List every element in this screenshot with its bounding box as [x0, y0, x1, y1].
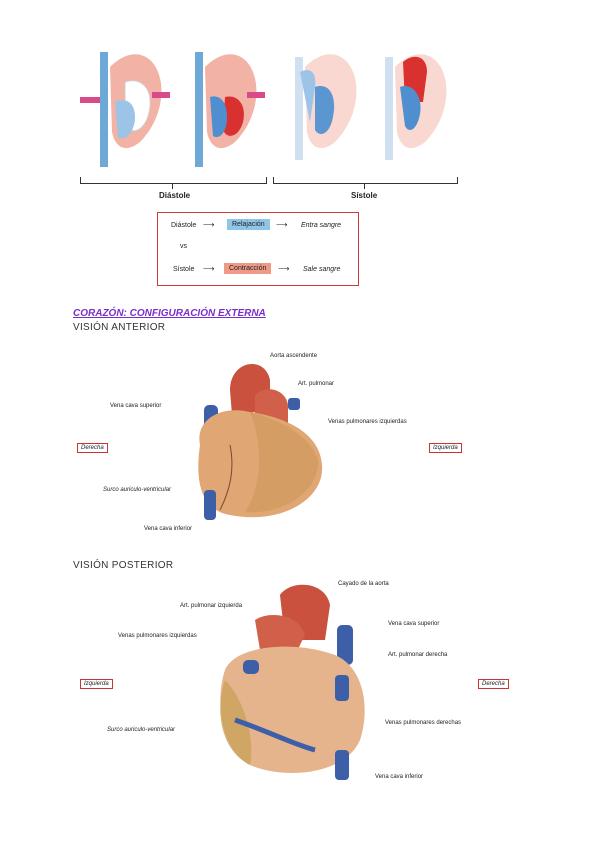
- label-art-pulmonar-derecha: Art. pulmonar derecha: [388, 652, 448, 658]
- row1-arrow-2: ⟶: [276, 220, 288, 229]
- systole-bracket: [273, 177, 458, 184]
- systole-label: Sístole: [351, 191, 378, 200]
- posterior-side-izquierda: Izquierda: [80, 679, 113, 689]
- label-art-pulmonar-izquierda: Art. pulmonar izquierda: [180, 603, 243, 609]
- posterior-side-derecha: Derecha: [478, 679, 509, 689]
- heart-diagram-2: [195, 52, 265, 167]
- label-surco-post: Surco auriculo-ventricular: [107, 727, 176, 733]
- row2-arrow-1: ⟶: [203, 264, 215, 273]
- heart-anterior-illustration: [170, 350, 340, 540]
- heart-diagram-3: [295, 54, 356, 160]
- anterior-side-izquierda: Izquierda: [429, 443, 462, 453]
- anterior-heading: VISIÓN ANTERIOR: [73, 322, 166, 333]
- heart-posterior-illustration: [195, 580, 395, 790]
- systole-bracket-tick: [364, 183, 365, 189]
- row2-phase: Sístole: [173, 266, 195, 273]
- label-surco: Surco auriculo-ventricular: [103, 487, 172, 493]
- label-venas-pulmonares-izquierdas-post: Venas pulmonares izquierdas: [118, 633, 197, 639]
- section-title: CORAZÓN: CONFIGURACIÓN EXTERNA: [73, 308, 266, 319]
- contraccion-badge: Contracción: [224, 263, 271, 274]
- posterior-heading: VISIÓN POSTERIOR: [73, 560, 174, 571]
- label-vena-cava-inferior: Vena cava inferior: [144, 526, 193, 532]
- label-vena-cava-superior-post: Vena cava superior: [388, 621, 440, 627]
- row1-arrow-1: ⟶: [203, 220, 215, 229]
- label-art-pulmonar: Art. pulmonar: [298, 381, 335, 387]
- heart-diagram-4: [385, 54, 446, 160]
- row2-result: Sale sangre: [303, 266, 341, 273]
- anterior-side-derecha: Derecha: [77, 443, 108, 453]
- vs-text: vs: [180, 243, 187, 250]
- label-vena-cava-inferior-post: Vena cava inferior: [375, 774, 424, 780]
- heart-diagram-1: [80, 52, 170, 167]
- label-aorta-ascendente: Aorta ascendente: [270, 353, 318, 359]
- cardiac-cycle-illustration: [75, 42, 460, 177]
- relajacion-badge: Relajación: [227, 219, 270, 230]
- row1-result: Entra sangre: [301, 222, 342, 229]
- row1-phase: Diástole: [171, 222, 197, 229]
- label-cayado-aorta: Cayado de la aorta: [338, 581, 389, 587]
- diastole-bracket: [80, 177, 267, 184]
- row2-arrow-2: ⟶: [278, 264, 290, 273]
- label-venas-pulmonares-derechas: Venas pulmonares derechas: [385, 720, 462, 726]
- diastole-label: Diástole: [159, 191, 191, 200]
- diastole-bracket-tick: [172, 183, 173, 189]
- label-vena-cava-superior: Vena cava superior: [110, 403, 162, 409]
- label-venas-pulmonares-izquierdas: Venas pulmonares izquierdas: [328, 419, 407, 425]
